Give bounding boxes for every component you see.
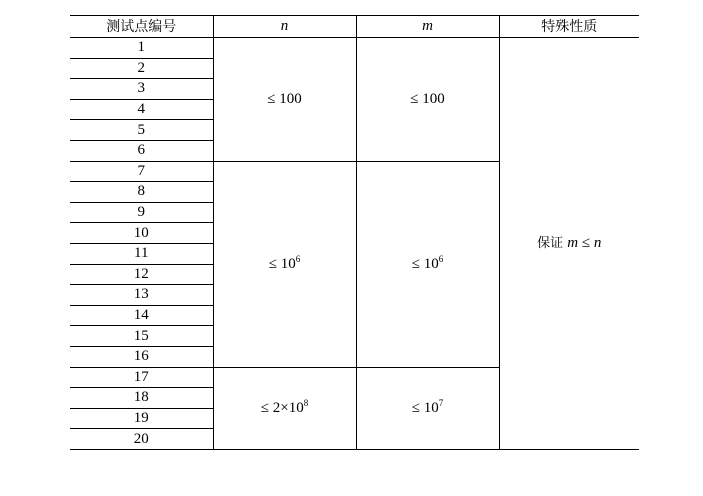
special-var-m: m xyxy=(567,235,579,252)
test-id-cell: 17 xyxy=(70,367,213,388)
test-id-cell: 3 xyxy=(70,79,213,100)
m-limit-group-2 xyxy=(356,161,499,367)
n-limit-exponent: 6 xyxy=(295,254,301,265)
header-n: n xyxy=(213,16,356,38)
m-limit-exponent: 7 xyxy=(438,398,444,409)
header-m: m xyxy=(356,16,499,38)
m-limit-group-1 xyxy=(356,38,499,162)
test-id-cell: 8 xyxy=(70,182,213,203)
test-id-cell: 14 xyxy=(70,305,213,326)
header-test-id: 测试点编号 xyxy=(70,16,213,38)
test-id-cell: 15 xyxy=(70,326,213,347)
n-limit-group-2 xyxy=(213,161,356,367)
test-id-cell: 6 xyxy=(70,140,213,161)
test-id-cell: 18 xyxy=(70,388,213,409)
n-limit-text: ≤ 10 xyxy=(268,256,296,273)
table-row xyxy=(70,38,639,59)
special-property-cell xyxy=(499,38,639,450)
m-limit-text: ≤ 10 xyxy=(411,400,439,417)
test-id-cell: 9 xyxy=(70,202,213,223)
test-id-cell: 1 xyxy=(70,38,213,59)
test-id-cell: 16 xyxy=(70,346,213,367)
special-var-n: n xyxy=(593,235,602,252)
test-id-cell: 2 xyxy=(70,58,213,79)
special-relation: ≤ xyxy=(578,235,594,252)
test-id-cell: 7 xyxy=(70,161,213,182)
m-limit-group-3 xyxy=(356,367,499,449)
test-id-cell: 13 xyxy=(70,285,213,306)
m-limit-text: ≤ 100 xyxy=(410,91,445,108)
n-limit-exponent: 8 xyxy=(303,398,309,409)
n-limit-text: ≤ 100 xyxy=(267,91,302,108)
test-id-cell: 12 xyxy=(70,264,213,285)
test-id-cell: 5 xyxy=(70,120,213,141)
special-prefix: 保证 xyxy=(537,236,568,252)
test-id-cell: 19 xyxy=(70,408,213,429)
test-id-cell: 10 xyxy=(70,223,213,244)
m-limit-exponent: 6 xyxy=(438,254,444,265)
test-point-table xyxy=(70,15,639,450)
n-limit-group-1 xyxy=(213,38,356,162)
m-limit-text: ≤ 10 xyxy=(411,256,439,273)
test-id-cell: 11 xyxy=(70,243,213,264)
n-limit-text: ≤ 2×10 xyxy=(260,400,304,417)
n-limit-group-3 xyxy=(213,367,356,449)
test-id-cell: 20 xyxy=(70,429,213,450)
test-id-cell: 4 xyxy=(70,99,213,120)
header-row xyxy=(70,16,639,38)
header-special: 特殊性质 xyxy=(499,16,639,38)
